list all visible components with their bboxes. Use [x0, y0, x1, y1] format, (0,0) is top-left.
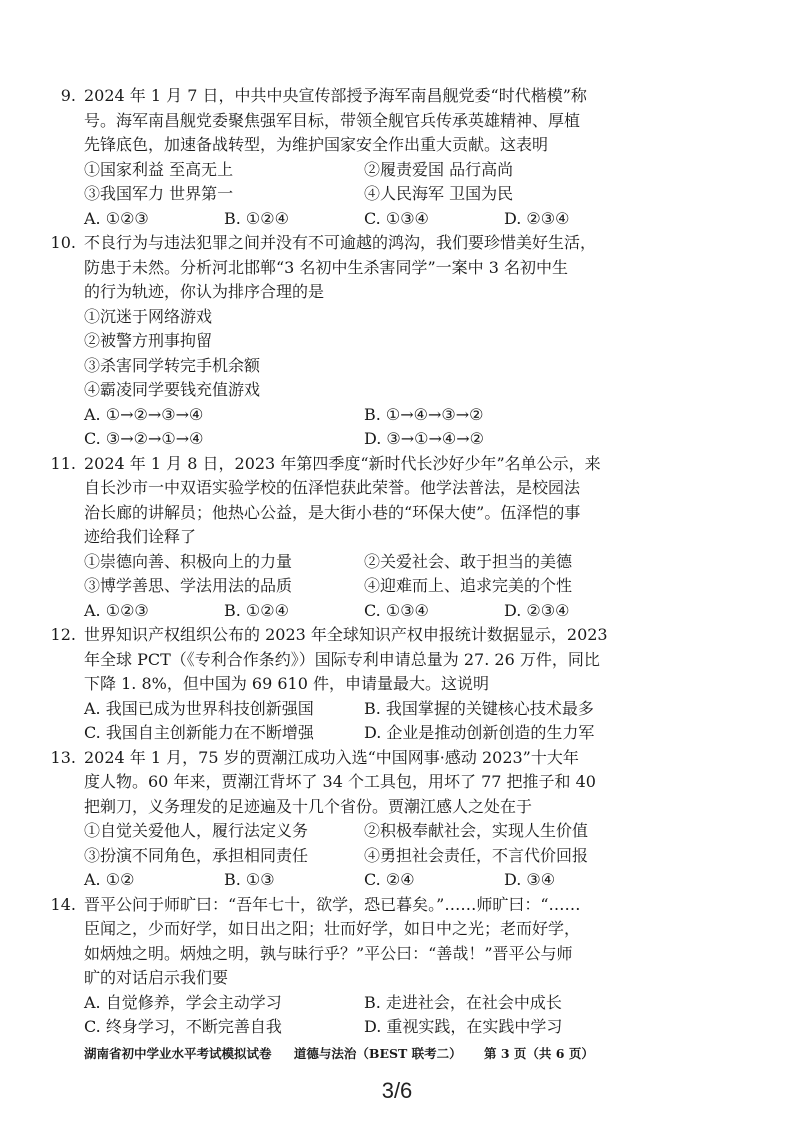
- answer-choices: [84, 991, 700, 1016]
- question-stem-line: 把剃刀，义务理发的足迹遍及十几个省份。贾潮江感人之处在于: [84, 796, 533, 816]
- choice-a: A. ①②: [84, 870, 135, 889]
- statement-item: ②积极奉献社会，实现人生价值: [364, 821, 589, 840]
- choice-a: A. ①②③: [84, 600, 149, 620]
- question-stem-line: 晋平公问于师旷曰：“吾年七十，欲学，恐已暮矣。”……师旷曰：“……: [84, 894, 581, 914]
- choice-b: B. 走进社会，在社会中成长: [364, 992, 562, 1012]
- choice-d: D. ③④: [504, 870, 556, 889]
- question-stem-line: 迹给我们诠释了: [84, 527, 197, 546]
- statement-item: ④人民海军 卫国为民: [364, 184, 514, 203]
- question-sheet: [50, 84, 700, 1064]
- question-stem-line: 治长廊的讲解员；他热心公益，是大街小巷的“环保大使”。伍泽恺的事: [84, 502, 581, 522]
- choice-b: B. ①②④: [224, 600, 289, 620]
- choice-a: A. 我国已成为世界科技创新强国: [84, 698, 314, 718]
- question-number: 12.: [50, 625, 76, 644]
- choice-c: C. 终身学习，不断完善自我: [84, 1017, 282, 1036]
- choice-b: B. ①②④: [224, 208, 289, 228]
- question-stem-line: 臣闻之，少而好学，如日出之阳；壮而好学，如日中之光；老而好学，: [84, 919, 581, 938]
- question-stem-line: 号。海军南昌舰党委聚焦强军目标，带领全舰官兵传承英雄精神、厚植: [84, 110, 581, 130]
- choice-d: D. ②③④: [504, 208, 570, 228]
- statement-row: [84, 844, 700, 869]
- question-stem-line: 防患于未然。分析河北邯郸“3 名初中生杀害同学”一案中 3 名初中生: [84, 257, 568, 277]
- question-number: 10.: [50, 233, 76, 252]
- answer-choices: [84, 427, 700, 452]
- answer-choices: [84, 697, 700, 722]
- statement-row: [84, 574, 700, 599]
- subject-title: 道德与法治（BEST 联考二）: [293, 1045, 462, 1061]
- choice-c: C. ③→②→①→④: [84, 429, 204, 448]
- question-stem-line: 下降 1. 8%，但中国为 69 610 件，申请量最大。这说明: [84, 674, 489, 693]
- answer-choices: [84, 1015, 700, 1040]
- question-11: [50, 452, 700, 624]
- choice-a: A. ①②③: [84, 208, 149, 228]
- statement-item: ③博学善思、学法用法的品质: [84, 576, 293, 595]
- page-number: 第 3 页（共 6 页）: [484, 1045, 594, 1061]
- page-footer: [84, 1044, 700, 1064]
- choice-b: B. ①→④→③→②: [364, 404, 484, 424]
- question-number: 11.: [50, 453, 76, 473]
- question-number: 14.: [50, 894, 76, 914]
- question-stem-line: 年全球 PCT（《专利合作条约》）国际专利申请总量为 27. 26 万件，同比: [84, 649, 600, 669]
- statement-item: ①国家利益 至高无上: [84, 159, 234, 179]
- question-stem-line: 度人物。60 年来，贾潮江背坏了 34 个工具包，用坏了 77 把推子和 40: [84, 772, 596, 791]
- statement-row: [84, 158, 700, 183]
- question-9: [60, 84, 700, 231]
- statement-item: ①自觉关爱他人，履行法定义务: [84, 821, 309, 840]
- statement-row: [84, 550, 700, 575]
- page-indicator: 3/6: [381, 1078, 413, 1103]
- statement-item: ③我国军力 世界第一: [84, 184, 234, 203]
- choice-d: D. ②③④: [504, 600, 570, 620]
- answer-choices: [84, 868, 700, 893]
- answer-choices: [84, 207, 700, 232]
- choice-c: C. ①③④: [364, 600, 429, 620]
- choice-b: B. 我国掌握的关键核心技术最多: [364, 698, 594, 718]
- statement-item: ③扮演不同角色，承担相同责任: [84, 845, 309, 865]
- choice-b: B. ①③: [224, 870, 275, 889]
- question-stem-line: 2024 年 1 月，75 岁的贾潮江成功入选“中国网事·感动 2023”十大年: [84, 747, 579, 767]
- choice-c: C. ①③④: [364, 208, 429, 228]
- choice-c: C. ②④: [364, 870, 415, 889]
- exam-title: 湖南省初中学业水平考试模拟试卷: [84, 1045, 272, 1061]
- question-stem-line: 不良行为与违法犯罪之间并没有不可逾越的鸿沟，我们要珍惜美好生活，: [84, 233, 597, 252]
- question-13: [50, 746, 700, 893]
- statement-item: ②履责爱国 品行高尚: [364, 159, 514, 179]
- choice-c: C. 我国自主创新能力在不断增强: [84, 723, 314, 742]
- question-stem-line: 的行为轨迹，你认为排序合理的是: [84, 282, 325, 301]
- statement-item: ③杀害同学转完手机余额: [84, 355, 261, 375]
- question-stem-line: 如炳烛之明。炳烛之明，孰与昧行乎？”平公曰：“善哉！”晋平公与师: [84, 943, 573, 963]
- statement-row: [84, 182, 700, 207]
- question-number: 9.: [60, 86, 76, 105]
- choice-d: D. 企业是推动创新创造的生力军: [364, 723, 595, 742]
- statement-item: ①沉迷于网络游戏: [84, 306, 213, 326]
- question-stem-line: 2024 年 1 月 7 日，中共中央宣传部授予海军南昌舰党委“时代楷模”称: [84, 86, 587, 105]
- question-stem-line: 旷的对话启示我们要: [84, 968, 229, 987]
- statement-item: ②关爱社会、敢于担当的美德: [364, 551, 573, 571]
- statement-item: ④迎难而上、追求完美的个性: [364, 576, 573, 595]
- question-10: [50, 231, 700, 452]
- question-14: [50, 893, 700, 1040]
- answer-choices: [84, 403, 700, 428]
- answer-choices: [84, 721, 700, 746]
- choice-a: A. ①→②→③→④: [84, 404, 204, 424]
- choice-d: D. 重视实践，在实践中学习: [364, 1017, 563, 1036]
- question-stem-line: 世界知识产权组织公布的 2023 年全球知识产权申报统计数据显示，2023: [84, 625, 608, 644]
- statement-row: [84, 819, 700, 844]
- question-stem-line: 自长沙市一中双语实验学校的伍泽恺获此荣誉。他学法普法，是校园法: [84, 478, 581, 497]
- question-12: [50, 623, 700, 746]
- choice-d: D. ③→①→④→②: [364, 429, 485, 448]
- answer-choices: [84, 599, 700, 624]
- question-stem-line: 2024 年 1 月 8 日，2023 年第四季度“新时代长沙好少年”名单公示，来: [84, 453, 601, 473]
- question-number: 13.: [50, 747, 76, 767]
- statement-item: ②被警方刑事拘留: [84, 331, 213, 350]
- statement-item: ①崇德向善、积极向上的力量: [84, 551, 293, 571]
- statement-item: ④勇担社会责任，不言代价回报: [364, 845, 589, 865]
- choice-a: A. 自觉修养，学会主动学习: [84, 992, 282, 1012]
- question-stem-line: 先锋底色，加速备战转型，为维护国家安全作出重大贡献。这表明: [84, 135, 549, 154]
- statement-item: ④霸凌同学要钱充值游戏: [84, 380, 261, 399]
